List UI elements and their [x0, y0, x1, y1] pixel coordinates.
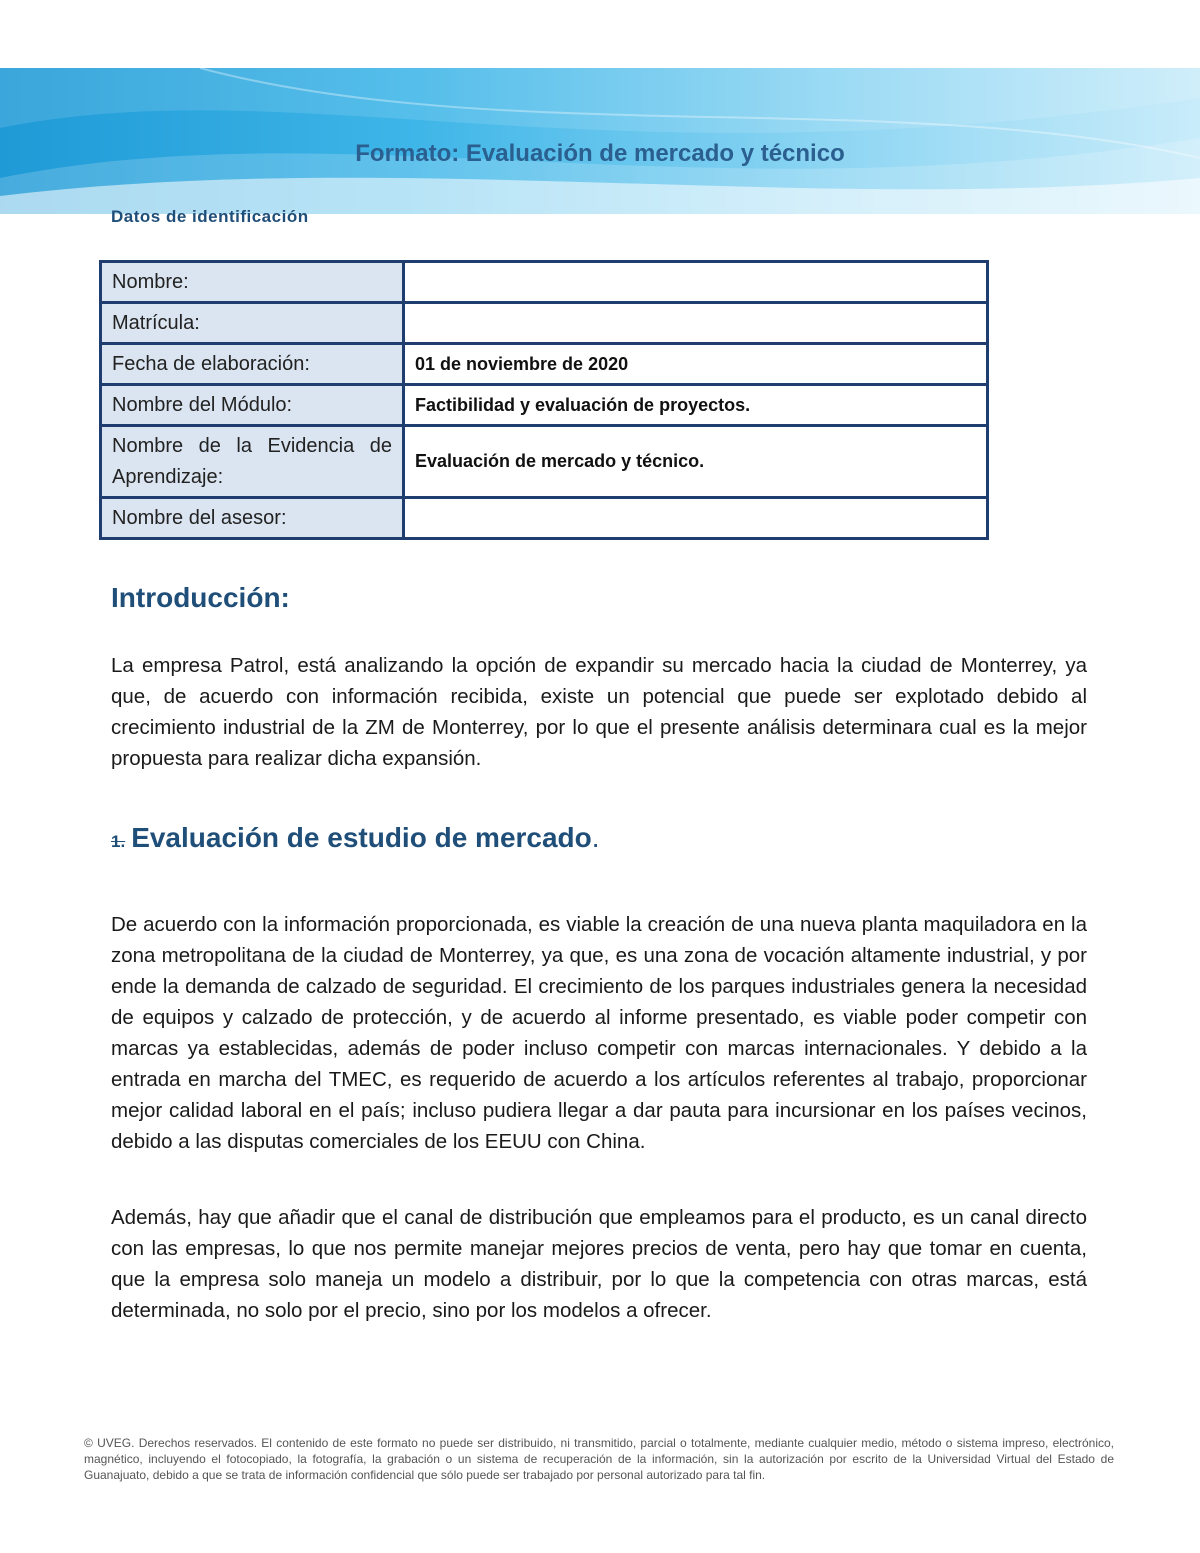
table-row	[101, 344, 988, 385]
table-row	[101, 385, 988, 426]
section-number: 1.	[111, 832, 126, 851]
row-label-modulo: Nombre del Módulo:	[101, 385, 404, 426]
row-label-evidencia: Nombre de la Evidencia de Aprendizaje:	[101, 426, 404, 498]
identification-table	[99, 260, 989, 540]
table-row	[101, 426, 988, 498]
table-row	[101, 498, 988, 539]
row-label-matricula: Matrícula:	[101, 303, 404, 344]
row-label-fecha: Fecha de elaboración:	[101, 344, 404, 385]
row-label-nombre: Nombre:	[101, 262, 404, 303]
introduction-paragraph: La empresa Patrol, está analizando la opción de expandir su mercado hacia la ciudad de Monterrey, ya que, de acuerdo con información recibida, existe un potencial que puede ser explotado debido al crecimiento industrial de la ZM de Monterrey, por lo que el presente análisis determinara cual es la mejor propuesta para realizar dicha expansión.	[111, 654, 1087, 770]
section-1-heading	[111, 822, 600, 854]
document-title: Formato: Evaluación de mercado y técnico	[355, 140, 845, 167]
introduction-heading: Introducción:	[111, 582, 290, 613]
section-title: Evaluación de estudio de mercado	[131, 822, 592, 853]
row-value-asesor	[404, 498, 988, 539]
table-row	[101, 262, 988, 303]
row-value-modulo: Factibilidad y evaluación de proyectos.	[404, 385, 988, 426]
identification-section-label: Datos de identificación	[111, 207, 309, 226]
row-value-fecha: 01 de noviembre de 2020	[404, 344, 988, 385]
section-1-paragraph-2: Además, hay que añadir que el canal de distribución que empleamos para el producto, es un canal directo con las empresas, lo que nos permite manejar mejores precios de venta, pero hay que tomar en cuenta, que la empresa solo maneja un modelo a distribuir, por lo que la competencia con otras marcas, está determinada, no solo por el precio, sino por los modelos a ofrecer.	[111, 1206, 1087, 1322]
row-value-nombre	[404, 262, 988, 303]
table-row	[101, 303, 988, 344]
section-1-paragraph-1: De acuerdo con la información proporcionada, es viable la creación de una nueva planta maquiladora en la zona metropolitana de la ciudad de Monterrey, ya que, es una zona de vocación altamente industrial, y por ende la demanda de calzado de seguridad. El crecimiento de los parques industriales genera la necesidad de equipos y calzado de protección, y de acuerdo al informe presentado, es viable poder competir con marcas ya establecidas, además de poder incluso competir con marcas internacionales. Y debido a la entrada en marcha del TMEC, es requerido de acuerdo a los artículos referentes al trabajo, proporcionar mejor calidad laboral en el país; incluso pudiera llegar a dar pauta para incursionar en los países vecinos, debido a las disputas comerciales de los EEUU con China.	[111, 913, 1087, 1153]
section-title-period: .	[591, 822, 600, 853]
copyright-footer: © UVEG. Derechos reservados. El contenido de este formato no puede ser distribuido, ni transmitido, parcial o totalmente, mediante cualquier medio, método o sistema impreso, electrónico, magnético, incluyendo el fotocopiado, la fotografía, la grabación o un sistema de recuperación de la información, sin la autorización por escrito de la Universidad Virtual del Estado de Guanajuato, debido a que se trata de información confidencial que sólo puede ser trabajado por personal autorizado para tal fin.	[84, 1436, 1114, 1482]
row-value-matricula	[404, 303, 988, 344]
row-label-asesor: Nombre del asesor:	[101, 498, 404, 539]
row-value-evidencia: Evaluación de mercado y técnico.	[404, 426, 988, 498]
